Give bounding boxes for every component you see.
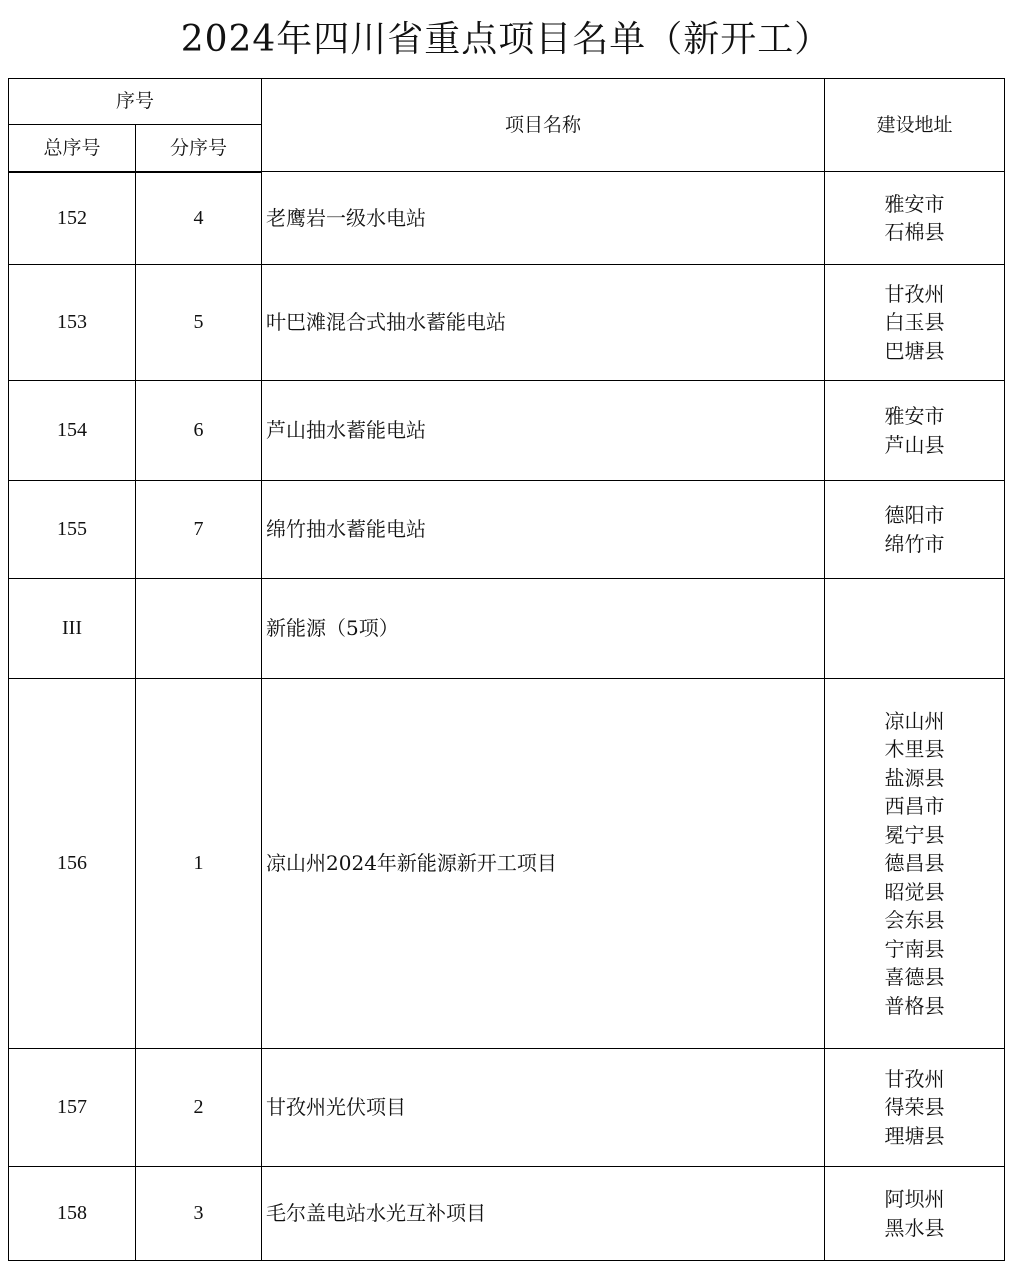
sub-seq-cell: 6	[136, 381, 262, 481]
address-cell	[825, 381, 1005, 481]
address-line: 白玉县	[884, 310, 945, 335]
total-seq-cell: 158	[9, 1167, 136, 1261]
total-seq-cell: 156	[9, 679, 136, 1049]
project-name-cell: 凉山州2024年新能源新开工项目	[262, 679, 825, 1049]
sub-seq-cell	[136, 579, 262, 679]
address-line: 芦山县	[884, 432, 945, 457]
total-seq-cell: 152	[9, 172, 136, 265]
sub-seq-cell: 3	[136, 1167, 262, 1261]
header-sub-seq: 分序号	[136, 125, 262, 172]
address-line: 甘孜州	[884, 1066, 945, 1091]
address-line: 雅安市	[884, 404, 945, 428]
address-cell	[825, 265, 1005, 381]
address-line: 德阳市	[884, 503, 945, 527]
project-name-cell: 绵竹抽水蓄能电站	[262, 481, 825, 579]
address-cell	[825, 172, 1005, 265]
header-address: 建设地址	[825, 79, 1005, 172]
address-line: 巴塘县	[884, 338, 945, 363]
table-row	[9, 265, 1005, 381]
header-total-seq: 总序号	[9, 125, 136, 172]
address-cell	[825, 481, 1005, 579]
page-title: 2024年四川省重点项目名单（新开工）	[180, 19, 832, 60]
sub-seq-cell: 1	[136, 679, 262, 1049]
address-line: 石棉县	[884, 220, 945, 244]
address-cell	[825, 1049, 1005, 1167]
project-table	[8, 78, 1005, 1261]
table-row-category	[9, 579, 1005, 679]
address-line: 理塘县	[884, 1123, 945, 1148]
address-cell	[825, 579, 1005, 679]
table-row	[9, 1167, 1005, 1261]
address-line: 宁南县	[884, 936, 945, 961]
table-row	[9, 1049, 1005, 1167]
total-seq-cell: 157	[9, 1049, 136, 1167]
table-row	[9, 172, 1005, 265]
project-name-cell: 芦山抽水蓄能电站	[262, 381, 825, 481]
address-line: 西昌市	[884, 794, 945, 819]
address-line: 冕宁县	[884, 822, 945, 847]
project-name-cell: 毛尔盖电站水光互补项目	[262, 1167, 825, 1261]
address-line: 会东县	[884, 908, 945, 933]
address-line: 普格县	[884, 993, 945, 1018]
address-line: 得荣县	[884, 1095, 945, 1120]
header-seq: 序号	[9, 79, 262, 125]
sub-seq-cell: 2	[136, 1049, 262, 1167]
total-seq-cell: 153	[9, 265, 136, 381]
address-line: 喜德县	[884, 965, 945, 990]
project-name-cell: 叶巴滩混合式抽水蓄能电站	[262, 265, 825, 381]
header-project-name: 项目名称	[262, 79, 825, 172]
address-line: 雅安市	[884, 191, 945, 216]
address-line: 甘孜州	[884, 281, 945, 306]
address-line: 木里县	[884, 737, 945, 762]
address-line: 阿坝州	[884, 1187, 945, 1211]
sub-seq-cell: 5	[136, 265, 262, 381]
address-line: 盐源县	[884, 765, 945, 790]
address-line: 昭觉县	[884, 879, 945, 904]
project-name-cell: 甘孜州光伏项目	[262, 1049, 825, 1167]
address-line: 绵竹市	[884, 531, 945, 556]
project-name-cell: 老鹰岩一级水电站	[262, 172, 825, 265]
total-seq-cell: III	[9, 579, 136, 679]
category-name-cell: 新能源（5项）	[262, 579, 825, 679]
address-cell	[825, 679, 1005, 1049]
table-row	[9, 481, 1005, 579]
address-line: 黑水县	[884, 1215, 945, 1240]
table-row	[9, 679, 1005, 1049]
address-line: 凉山州	[884, 708, 945, 733]
address-cell	[825, 1167, 1005, 1261]
table-row	[9, 381, 1005, 481]
sub-seq-cell: 4	[136, 172, 262, 265]
sub-seq-cell: 7	[136, 481, 262, 579]
total-seq-cell: 155	[9, 481, 136, 579]
total-seq-cell: 154	[9, 381, 136, 481]
address-line: 德昌县	[884, 851, 945, 876]
